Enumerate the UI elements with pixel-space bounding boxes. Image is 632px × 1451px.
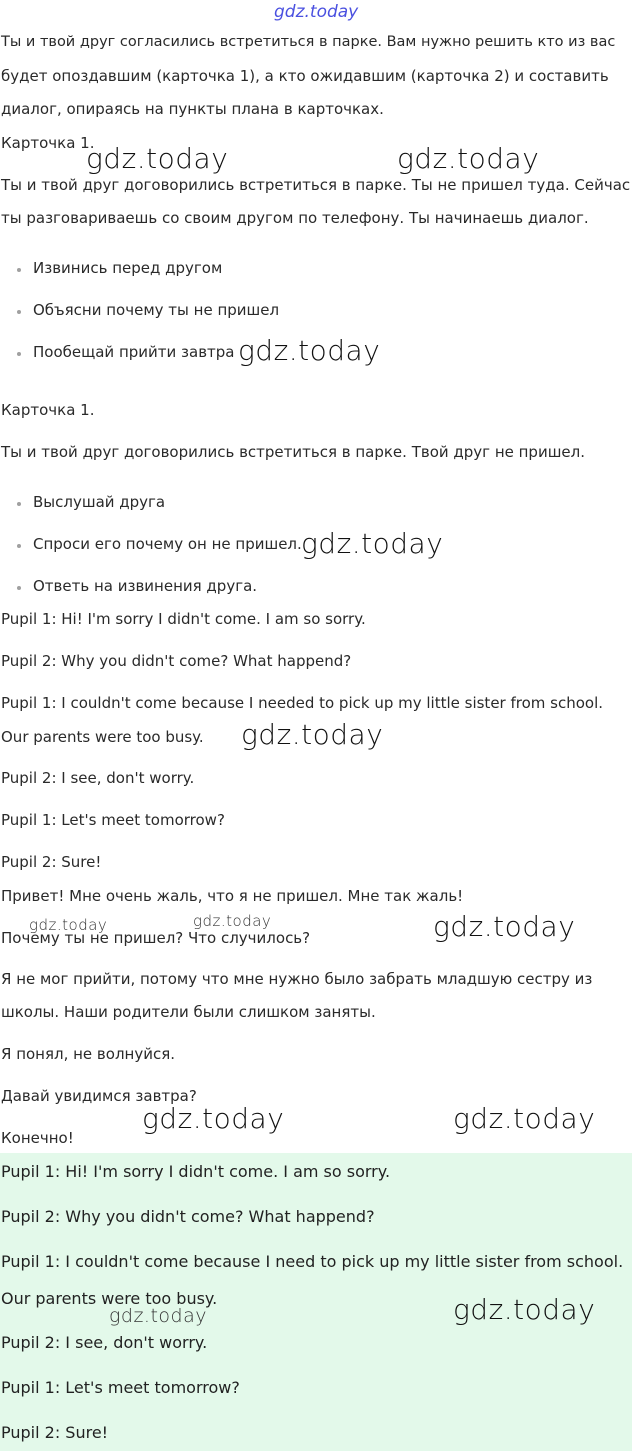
bullet-icon [17,502,21,506]
bullet-icon [17,544,21,548]
answer-line: Pupil 1: Let's meet tomorrow? [1,1378,240,1397]
dialog-en-line: Our parents were too busy. [1,728,204,746]
card1-item: Объясни почему ты не пришел [33,301,280,319]
task-line: диалог, опираясь на пункты плана в карточках. [1,100,384,118]
answer-line: Pupil 1: I couldn't come because I need to pick up my little sister from school. [1,1252,624,1271]
answer-line: Pupil 2: Sure! [1,1423,109,1442]
dialog-ru-line: Я понял, не волнуйся. [1,1045,176,1063]
answer-line: Pupil 1: Hi! I'm sorry I didn't come. I am so sorry. [1,1162,391,1181]
watermark: gdz.today [238,334,381,367]
card1-text: Ты и твой друг договорились встретиться в парке. Ты не пришел туда. Сейчас [1,176,631,194]
card1-item: Пообещай прийти завтра [33,343,235,361]
card2-text: Ты и твой друг договорились встретиться в парке. Твой друг не пришел. [1,443,586,461]
bullet-icon [17,310,21,314]
dialog-ru-line: Конечно! [1,1129,74,1147]
bullet-icon [17,586,21,590]
card2-item: Ответь на извинения друга. [33,577,258,595]
watermark: gdz.today [301,527,444,560]
card2-title: Карточка 1. [1,401,95,419]
dialog-en-line: Pupil 2: Sure! [1,853,102,871]
dialog-ru-line: Почему ты не пришел? Что случилось? [1,929,311,947]
watermark: gdz.today [241,718,384,751]
watermark: gdz.today [433,910,576,943]
task-line: будет опоздавшим (карточка 1), а кто ожидавшим (карточка 2) и составить [1,67,609,85]
card1-title: Карточка 1. [1,134,95,152]
watermark: gdz.today [453,1293,596,1326]
answer-line: Pupil 2: Why you didn't come? What happend? [1,1207,375,1226]
dialog-en-line: Pupil 1: I couldn't come because I needed to pick up my little sister from school. [1,694,604,712]
watermark: gdz.today [193,912,272,930]
dialog-en-line: Pupil 2: I see, don't worry. [1,769,195,787]
answer-line: Our parents were too busy. [1,1289,218,1308]
dialog-en-line: Pupil 1: Let's meet tomorrow? [1,811,225,829]
task-line: Ты и твой друг согласились встретиться в парке. Вам нужно решить кто из вас [1,34,616,50]
dialog-ru-line: школы. Наши родители были слишком заняты. [1,1003,376,1021]
watermark: gdz.today [109,1305,207,1327]
dialog-en-line: Pupil 1: Hi! I'm sorry I didn't come. I am so sorry. [1,610,366,628]
watermark: gdz.today [29,916,108,934]
bullet-icon [17,268,21,272]
answer-line: Pupil 2: I see, don't worry. [1,1333,208,1352]
watermark: gdz.today [453,1102,596,1135]
top-watermark: gdz.today [274,2,359,22]
card2-item: Спроси его почему он не пришел. [33,535,302,553]
card2-item: Выслушай друга [33,493,166,511]
dialog-en-line: Pupil 2: Why you didn't come? What happend? [1,652,352,670]
card1-item: Извинись перед другом [33,259,223,277]
dialog-ru-line: Привет! Мне очень жаль, что я не пришел. Мне так жаль! [1,887,464,905]
card1-text: ты разговариваешь со своим другом по телефону. Ты начинаешь диалог. [1,209,589,227]
watermark: gdz.today [86,142,229,175]
dialog-ru-line: Я не мог прийти, потому что мне нужно было забрать младшую сестру из [1,970,593,988]
watermark: gdz.today [397,142,540,175]
watermark: gdz.today [142,1102,285,1135]
bullet-icon [17,352,21,356]
dialog-ru-line: Давай увидимся завтра? [1,1087,197,1105]
